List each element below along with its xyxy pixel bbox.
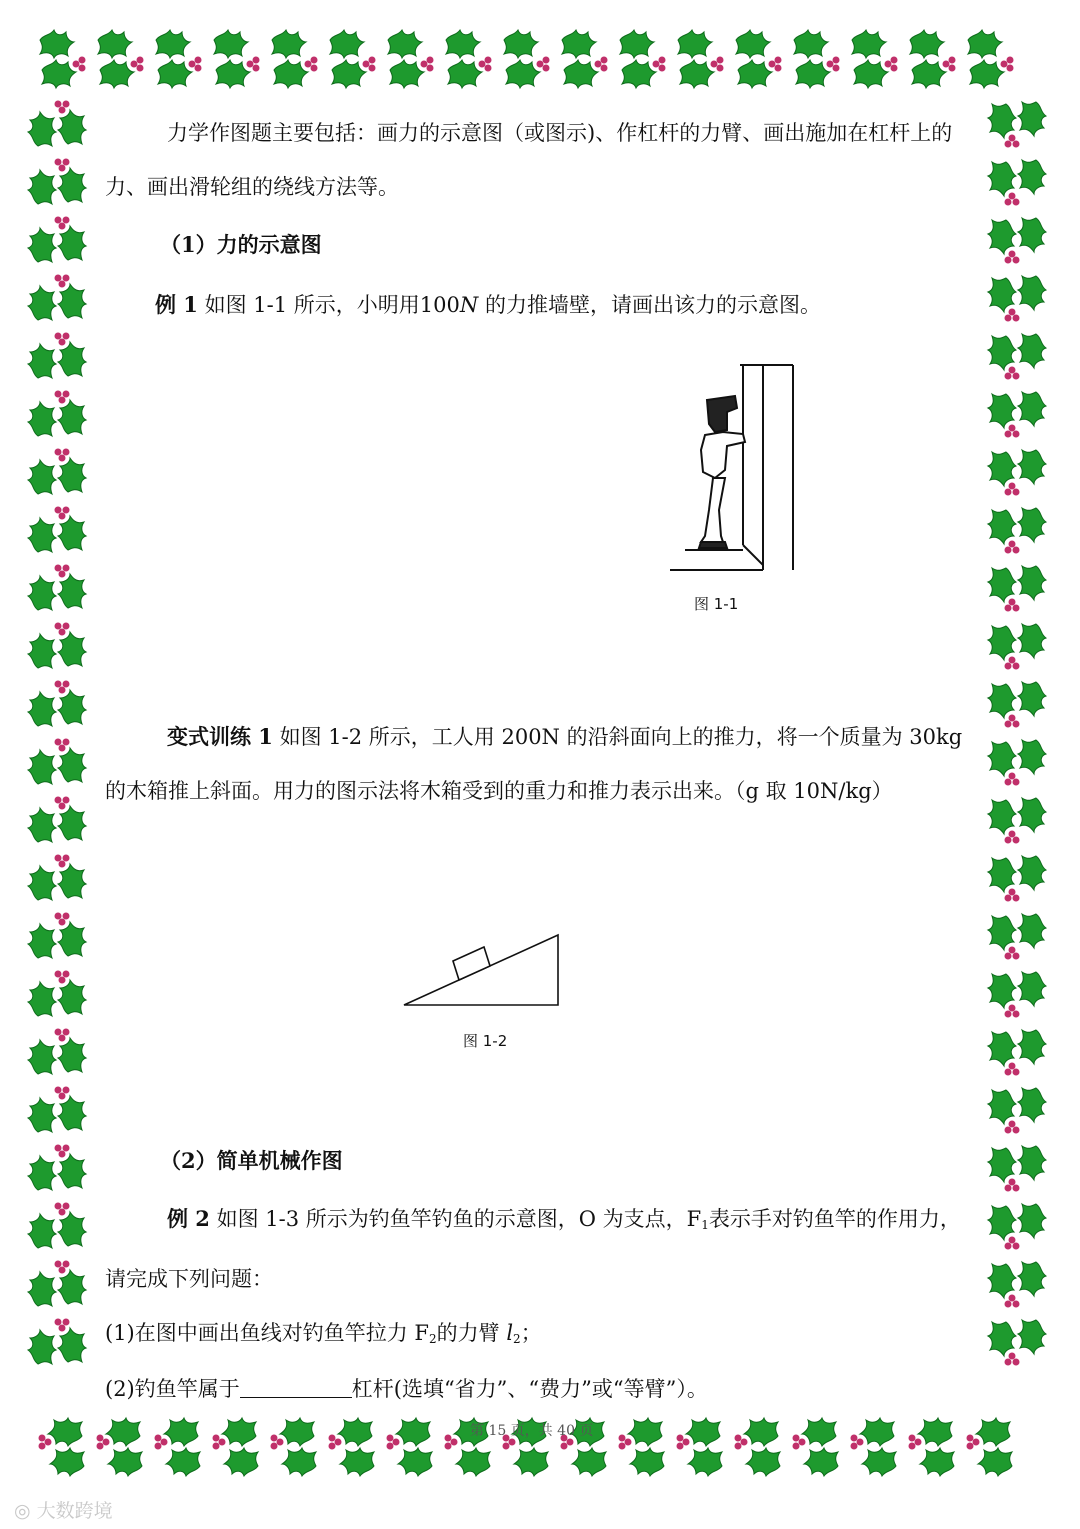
figure-1-2-incline-with-box [400, 930, 565, 1010]
q1-text-c: ； [520, 1321, 542, 1345]
q1-symbol: l [506, 1321, 514, 1345]
q1-symbol-sub: 2 [513, 1332, 521, 1346]
variant-1-label: 变式训练 1 [167, 724, 273, 749]
example-2 [105, 1192, 975, 1306]
answer-blank[interactable] [240, 1375, 352, 1398]
page-footer: 第 15 页，共 40 页 [470, 1423, 594, 1439]
watermark-text: 大数跨境 [36, 1500, 113, 1522]
figure-1-1-person-pushing-wall [665, 360, 805, 575]
figure-1-2-caption: 图 1-2 [463, 1032, 508, 1050]
watermark-logo-icon: ◎ [14, 1500, 31, 1522]
example-1-text-a: 如图 1-1 所示，小明用 [204, 293, 420, 317]
example-1 [155, 278, 1025, 332]
q1-sub: 2 [429, 1332, 437, 1346]
example-1-text-b: 的力推墙壁，请画出该力的示意图。 [484, 293, 821, 317]
question-2 [105, 1362, 975, 1416]
example-2-text-b: 表示手对钓鱼竿的作用力，请完成下列问题： [105, 1207, 961, 1291]
example-2-label: 例 2 [167, 1206, 210, 1231]
q1-text-a: (1)在图中画出鱼线对钓鱼竿拉力 F [105, 1321, 429, 1345]
section-heading-1: （1）力的示意图 [160, 232, 322, 257]
figure-1-1-caption: 图 1-1 [694, 595, 739, 613]
example-1-force: 100 [419, 293, 460, 317]
intro-paragraph: 力学作图题主要包括：画力的示意图（或图示)、作杠杆的力臂、画出施加在杠杆上的力、画出滑轮组的绕线方法等。 [105, 121, 953, 199]
variant-training-1 [105, 710, 975, 818]
question-1 [105, 1306, 975, 1366]
watermark [14, 1496, 113, 1523]
q1-text-b: 的力臂 [436, 1321, 507, 1345]
example-2-sub1: 1 [701, 1218, 709, 1232]
q2-text-b: 杠杆(选填“省力”、“费力”或“等臂”）。 [351, 1377, 708, 1401]
example-1-label: 例 1 [155, 292, 198, 317]
example-1-unit: N [459, 293, 479, 317]
variant-1-text: 如图 1-2 所示，工人用 200N 的沿斜面向上的推力，将一个质量为 30kg 的木箱推上斜面。用力的图示法将木箱受到的重力和推力表示出来。（g 取 10N/kg） [105, 725, 963, 803]
q2-text-a: (2)钓鱼竿属于 [105, 1377, 240, 1401]
example-2-text-a: 如图 1-3 所示为钓鱼竿钓鱼的示意图，O 为支点，F [216, 1207, 702, 1231]
section-heading-2: （2）简单机械作图 [160, 1148, 343, 1173]
